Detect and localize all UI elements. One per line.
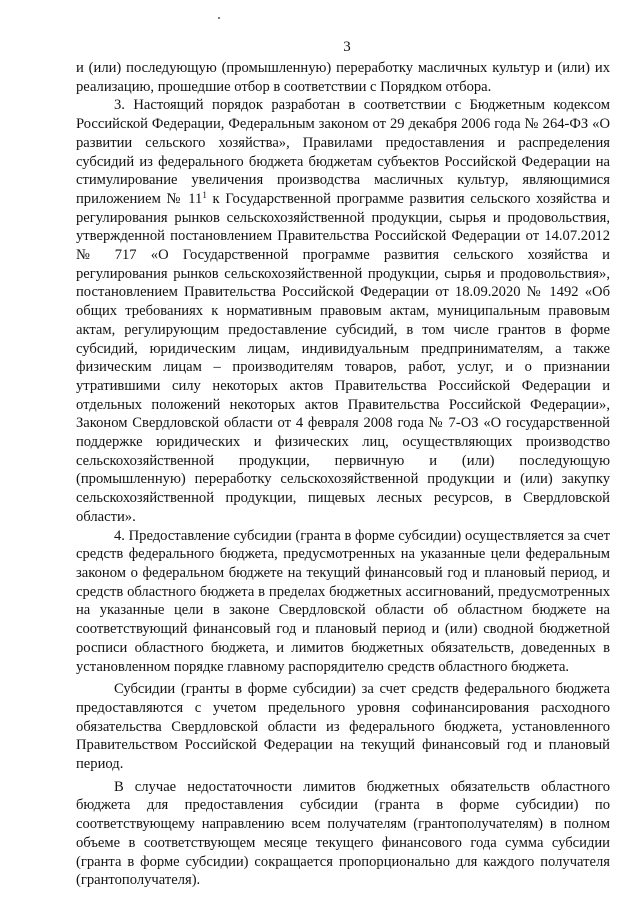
page-number: 3	[343, 39, 351, 55]
paragraph-3-text-start: 3. Настоящий порядок разработан в соответствии с Бюджетным кодексом Российской Федерации, Федеральным законом от 29 декабря 2006 года № 264-ФЗ «О развитии сельского хозяйства», Правилами предоставления и распределения субсидий из федерального бюджета бюджетам субъектов Российской Федерации на стимулирование увеличения производства масличных культур, являющимися приложением № 11	[76, 97, 610, 207]
paragraph-3-legal-basis	[76, 96, 610, 526]
paragraph-proportional-reduction: В случае недостаточности лимитов бюджетных обязательств областного бюджета для предоставления субсидии (гранта в форме субсидии) по соответствующему направлению всем получателям (грантополучателям) в полном объеме в соответствующем месяце текущего финансового года сумма субсидии (гранта в форме субсидии) сокращается пропорционально для каждого получателя (грантополучателя).	[76, 778, 610, 889]
paragraph-continuation: и (или) последующую (промышленную) переработку масличных культур и (или) их реализацию, прошедшие отбор в соответствии с Порядком отбора.	[76, 60, 610, 95]
superscript-mark: 1	[202, 189, 207, 200]
scan-speck	[218, 17, 220, 19]
paragraph-3-text-end: к Государственной программе развития сельского хозяйства и регулирования рынков сельскохозяйственной продукции, сырья и продовольствия, утвержденной постановлением Правительства Российской Федерации от 14.07.2012 № 717 «О Государственной программе развития сельского хозяйства и регулирования рынков сельскохозяйственной продукции, сырья и продовольствия», постановлением Правительства Российской Федерации от 18.09.2020 № 1492 «Об общих требованиях к нормативным правовым актам, муниципальным правовым актам, регулирующим предоставление субсидий, в том числе грантов в форме субсидий, юридическим лицам, индивидуальным предпринимателям, а также физическим лицам – производителям товаров, работ, услуг, и о признании утратившими силу некоторых актов Правительства Российской Федерации и отдельных положений некоторых актов Правительства Российской Федерации», Законом Свердловской области от 4 февраля 2008 года № 7-ОЗ «О государственной поддержке юридических и физических лиц, осуществляющих производство сельскохозяйственной продукции, первичную и (или) последующую (промышленную) переработку сельскохозяйственной продукции и (или) закупку сельскохозяйственной продукции, пищевых лесных ресурсов, в Свердловской области».	[76, 190, 610, 525]
paragraph-4-funding: 4. Предоставление субсидии (гранта в форме субсидии) осуществляется за счет средств федерального бюджета, предусмотренных на указанные цели федеральным законом о федеральном бюджете на текущий финансовый год и плановый период, и средств областного бюджета в пределах бюджетных ассигнований, предусмотренных на указанные цели в законе Свердловской области об областном бюджете на соответствующий финансовый год и плановый период и (или) сводной бюджетной росписи областного бюджета, и лимитов бюджетных обязательств, доведенных в установленном порядке главному распорядителю средств областного бюджета.	[76, 527, 610, 675]
document-page	[76, 38, 610, 890]
paragraph-federal-cofinancing: Субсидии (гранты в форме субсидии) за счет средств федерального бюджета предоставляются с учетом предельного уровня софинансирования расходного обязательства Свердловской области из федерального бюджета, установленного Правительством Российской Федерации на текущий финансовый год и плановый период.	[76, 681, 610, 773]
